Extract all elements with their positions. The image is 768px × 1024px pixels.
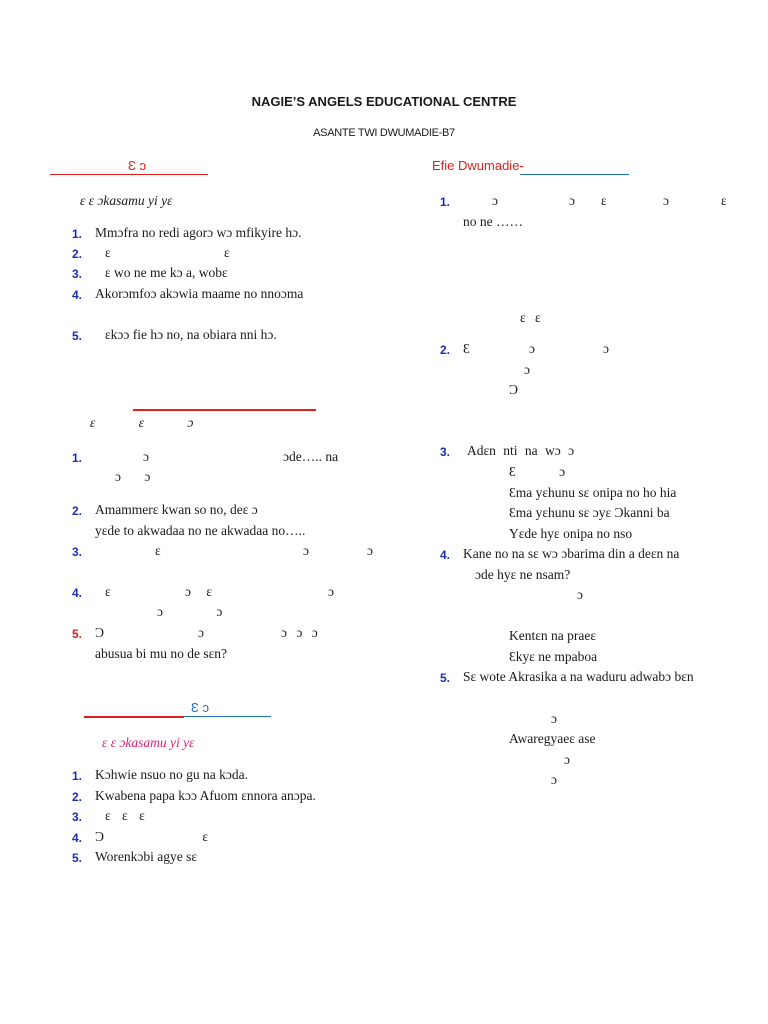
question-text: Kane no na sɛ wɔ ɔbarima din a deɛn na	[463, 546, 680, 561]
question-number: 5.	[440, 671, 451, 685]
section-underline-1	[50, 174, 208, 175]
question-number: 2.	[440, 343, 451, 357]
item-text: Kwabena papa kɔɔ Afuom ɛnnora anɔpa.	[95, 788, 316, 803]
item-text: ɔ	[143, 449, 149, 464]
item-text: ɛkɔɔ fie hɔ no, na obiara nni hɔ.	[105, 327, 277, 342]
section-underline-3a	[84, 716, 184, 718]
item-text: ɔ ɔ ɔ	[281, 625, 318, 640]
item-number: 1.	[72, 769, 83, 783]
item-number: 4.	[72, 586, 83, 600]
question-text: ɔ	[492, 193, 498, 208]
option-text: ɛ ɛ	[520, 310, 541, 325]
item-text: ɔ	[367, 543, 373, 558]
question-text: ɔ	[663, 193, 669, 208]
section-heading-3: Ɛ ɔ	[191, 700, 209, 715]
item-text: ɛ ɛ ɛ	[105, 808, 145, 823]
question-text: Ɛ	[463, 341, 470, 356]
item-text: ɛ wo ne me kɔ a, wobɛ	[105, 265, 228, 280]
item-text: Mmɔfra no redi agorɔ wɔ mfikyire hɔ.	[95, 225, 302, 240]
section-heading-1: Ɛ ɔ	[128, 158, 146, 173]
item-text: ɛ	[155, 543, 161, 558]
option-text: ɔ	[564, 752, 570, 767]
item-text: Kɔhwie nsuo no gu na kɔda.	[95, 767, 248, 782]
question-text: Adɛn nti na wɔ ɔ	[467, 443, 575, 458]
section-instruction-3: ɛ ɛ ɔkasamu yi yɛ	[102, 735, 195, 750]
question-text: ɔde hyɛ ne nsam?	[475, 567, 571, 582]
section-underline-3b	[184, 716, 271, 717]
option-text: ɔ	[524, 362, 530, 377]
option-text: Ɛkyɛ ne mpaboa	[509, 649, 598, 664]
item-number: 1.	[72, 227, 83, 241]
option-text: Awaregyaeɛ ase	[509, 731, 596, 746]
item-number: 2.	[72, 247, 83, 261]
item-text: Akorɔmfoɔ akɔwia maame no nnoɔma	[95, 286, 304, 301]
question-text: ɛ	[721, 193, 727, 208]
item-number: 4.	[72, 288, 83, 302]
option-text: ɔ	[551, 772, 557, 787]
question-text: Sɛ wote Akrasika a na waduru adwabɔ bɛn	[463, 669, 694, 684]
option-text: Yɛde hyɛ onipa no nso	[509, 526, 633, 541]
question-text: ɔ	[529, 341, 535, 356]
question-number: 3.	[440, 445, 451, 459]
question-number: 1.	[440, 195, 451, 209]
item-text: yɛde to akwadaa no ne akwadaa no…..	[95, 523, 306, 538]
option-text: Ɔ	[509, 382, 519, 397]
item-text: ɔ	[303, 543, 309, 558]
option-text: Ɛma yɛhunu sɛ onipa no ho hia	[509, 485, 677, 500]
section-underline-2	[133, 409, 316, 411]
section-instruction-2: ɛ ɛ ɔ	[90, 415, 194, 430]
option-text: Ɛma yɛhunu sɛ ɔyɛ Ɔkanni ba	[509, 505, 670, 520]
item-number: 2.	[72, 504, 83, 518]
question-text: ɛ	[601, 193, 607, 208]
item-number: 2.	[72, 790, 83, 804]
item-text: ɔ ɔ	[157, 604, 223, 619]
section-instruction-1: ɛ ɛ ɔkasamu yi yɛ	[80, 193, 173, 208]
homework-underline	[520, 174, 629, 175]
item-number: 5.	[72, 329, 83, 343]
question-text: ɔ	[569, 193, 575, 208]
item-number: 3.	[72, 267, 83, 281]
item-number: 5.	[72, 851, 83, 865]
item-text: ɔ ɔ	[115, 469, 151, 484]
question-number: 4.	[440, 548, 451, 562]
item-text: Worenkɔbi agye sɛ	[95, 849, 198, 864]
option-text: ɔ	[577, 587, 583, 602]
option-text: Ɛ ɔ	[509, 464, 566, 479]
item-number: 5.	[72, 627, 83, 641]
item-text: Ɔ ɛ	[95, 829, 209, 844]
item-text: Amammerɛ kwan so no, deɛ ɔ	[95, 502, 258, 517]
item-text: ɔ	[198, 625, 204, 640]
question-text: ɔ	[603, 341, 609, 356]
option-text: ɔ	[551, 711, 557, 726]
item-text: ɛ	[105, 584, 111, 599]
item-number: 3.	[72, 810, 83, 824]
item-text: ɔde….. na	[283, 449, 339, 464]
page-title: NAGIE’S ANGELS EDUCATIONAL CENTRE	[251, 94, 517, 109]
item-number: 4.	[72, 831, 83, 845]
homework-heading: Efie Dwumadie-	[432, 158, 524, 173]
item-text: Ɔ	[95, 625, 105, 640]
option-text: Kentɛn na praeɛ	[509, 628, 597, 643]
item-number: 1.	[72, 451, 83, 465]
item-text: abusua bi mu no de sɛn?	[95, 646, 228, 661]
item-text: ɔ	[328, 584, 334, 599]
item-number: 3.	[72, 545, 83, 559]
item-text: ɛ ɛ	[105, 245, 230, 260]
page-subtitle: ASANTE TWI DWUMADIE-B7	[313, 127, 455, 139]
question-text: no ne ……	[463, 214, 523, 229]
item-text: ɔ ɛ	[185, 584, 213, 599]
